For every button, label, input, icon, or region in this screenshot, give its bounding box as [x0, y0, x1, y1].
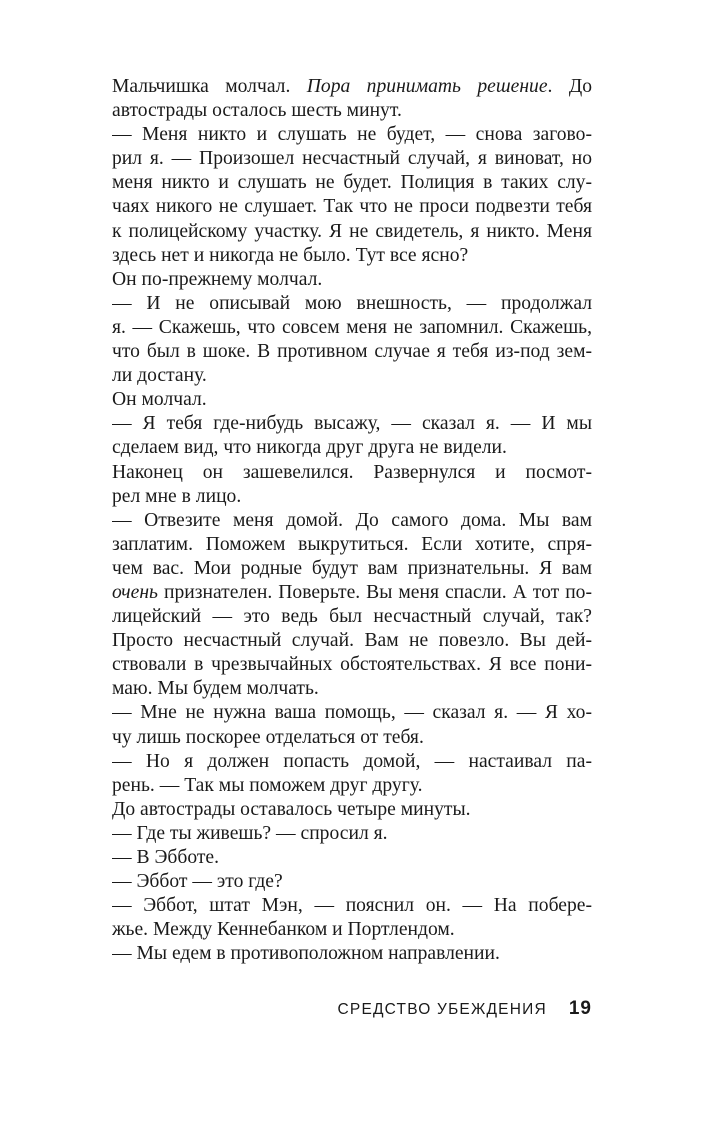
text-run: рил я. — Произошел несчастный случай, я виноват, но: [112, 148, 592, 170]
text-run: рел мне в лицо.: [112, 485, 242, 507]
text-line: [112, 509, 592, 533]
paragraph: [112, 412, 592, 460]
text-line: [112, 581, 592, 605]
text-line: [112, 894, 592, 918]
text-run: — И не описывай мою внешность, — продолжал: [112, 292, 592, 314]
text-run: Он молчал.: [112, 389, 207, 411]
text-line: [112, 677, 592, 701]
text-run: — Отвезите меня домой. До самого дома. Мы вам: [112, 509, 592, 531]
paragraph: [112, 75, 592, 123]
text-line: [112, 412, 592, 436]
text-run: — Я тебя где-нибудь высажу, — сказал я. — И мы: [112, 413, 592, 435]
text-line: [112, 388, 592, 412]
text-run: чем вас. Мои родные будут вам признательны. Я вам: [112, 557, 592, 579]
text-line: [112, 244, 592, 268]
text-line: [112, 653, 592, 677]
text-line: [112, 461, 592, 485]
text-run: До автострады оставалось четыре минуты.: [112, 798, 471, 820]
paragraph: [112, 870, 592, 894]
text-line: [112, 774, 592, 798]
text-run: маю. Мы будем молчать.: [112, 678, 319, 700]
text-line: [112, 75, 592, 99]
text-line: [112, 798, 592, 822]
text-line: [112, 220, 592, 244]
page-footer: [112, 998, 592, 1024]
text-run: сделаем вид, что никогда друг друга не видели.: [112, 437, 507, 459]
italic-text: очень: [112, 581, 158, 603]
paragraph: [112, 388, 592, 412]
text-line: [112, 870, 592, 894]
text-line: [112, 340, 592, 364]
text-line: [112, 557, 592, 581]
text-run: — В Эбботе.: [112, 847, 220, 868]
text-line: [112, 701, 592, 725]
text-line: [112, 195, 592, 219]
text-line: [112, 147, 592, 171]
text-line: [112, 436, 592, 460]
text-run: Он по-прежнему молчал.: [112, 268, 323, 290]
text-run: рень. — Так мы поможем друг другу.: [112, 774, 423, 796]
text-run: — Мне не нужна ваша помощь, — сказал я. — Я хо-: [112, 702, 592, 724]
text-run: признателен. Поверьте. Вы меня спасли. А тот по-: [157, 581, 592, 603]
text-run: автострады осталось шесть минут.: [112, 100, 402, 122]
text-run: чаях никого не слушает. Так что не проси подвезти тебя: [112, 196, 592, 218]
text-run: — Эббот, штат Мэн, — пояснил он. — На побере-: [112, 895, 592, 917]
text-run: . До: [547, 76, 592, 97]
text-run: жье. Между Кеннебанком и Портлендом.: [112, 919, 455, 941]
text-run: к полицейскому участку. Я не свидетель, я никто. Меня: [112, 220, 592, 242]
text-run: здесь нет и никогда не было. Тут все ясно?: [112, 244, 469, 266]
text-run: ли достану.: [112, 365, 207, 387]
page-number: 19: [568, 998, 592, 1019]
running-title: СРЕДСТВО УБЕЖДЕНИЯ: [337, 1001, 547, 1018]
text-line: [112, 123, 592, 147]
body-text: [112, 75, 592, 966]
italic-text: Пора принимать решение: [306, 76, 548, 97]
text-line: [112, 846, 592, 870]
text-line: [112, 918, 592, 942]
paragraph: [112, 461, 592, 509]
paragraph: [112, 798, 592, 822]
paragraph: [112, 846, 592, 870]
paragraph: [112, 123, 592, 268]
text-line: [112, 629, 592, 653]
paragraph: [112, 268, 592, 292]
text-run: Мальчишка молчал.: [112, 76, 307, 97]
text-line: [112, 750, 592, 774]
text-run: — Где ты живешь? — спросил я.: [112, 822, 388, 844]
paragraph: [112, 942, 592, 966]
text-line: [112, 485, 592, 509]
text-line: [112, 292, 592, 316]
text-run: Наконец он зашевелился. Развернулся и посмот-: [112, 461, 592, 483]
text-run: меня никто и слушать не будет. Полиция в таких слу-: [112, 172, 592, 194]
text-run: — Мы едем в противоположном направлении.: [112, 943, 500, 965]
text-line: [112, 533, 592, 557]
text-run: лицейский — это ведь был несчастный случай, так?: [112, 606, 592, 628]
paragraph: [112, 701, 592, 749]
paragraph: [112, 750, 592, 798]
text-run: ствовали в чрезвычайных обстоятельствах. Я все пони-: [112, 654, 592, 676]
text-line: [112, 268, 592, 292]
text-line: [112, 605, 592, 629]
text-line: [112, 171, 592, 195]
text-line: [112, 99, 592, 123]
text-run: заплатим. Поможем выкрутиться. Если хотите, спря-: [112, 533, 592, 555]
text-line: [112, 316, 592, 340]
text-run: — Эббот — это где?: [112, 871, 283, 893]
text-line: [112, 364, 592, 388]
text-run: Просто несчастный случай. Вам не повезло. Вы дей-: [112, 630, 592, 652]
text-line: [112, 942, 592, 966]
text-run: чу лишь поскорее отделаться от тебя.: [112, 726, 424, 748]
text-run: — Но я должен попасть домой, — настаивал па-: [112, 750, 592, 772]
text-run: что был в шоке. В противном случае я тебя из-под зем-: [112, 341, 592, 363]
paragraph: [112, 822, 592, 846]
paragraph: [112, 894, 592, 942]
paragraph: [112, 509, 592, 702]
text-run: — Меня никто и слушать не будет, — снова загово-: [112, 124, 592, 146]
text-line: [112, 822, 592, 846]
paragraph: [112, 292, 592, 388]
text-run: я. — Скажешь, что совсем меня не запомнил. Скажешь,: [112, 316, 592, 338]
text-line: [112, 726, 592, 750]
